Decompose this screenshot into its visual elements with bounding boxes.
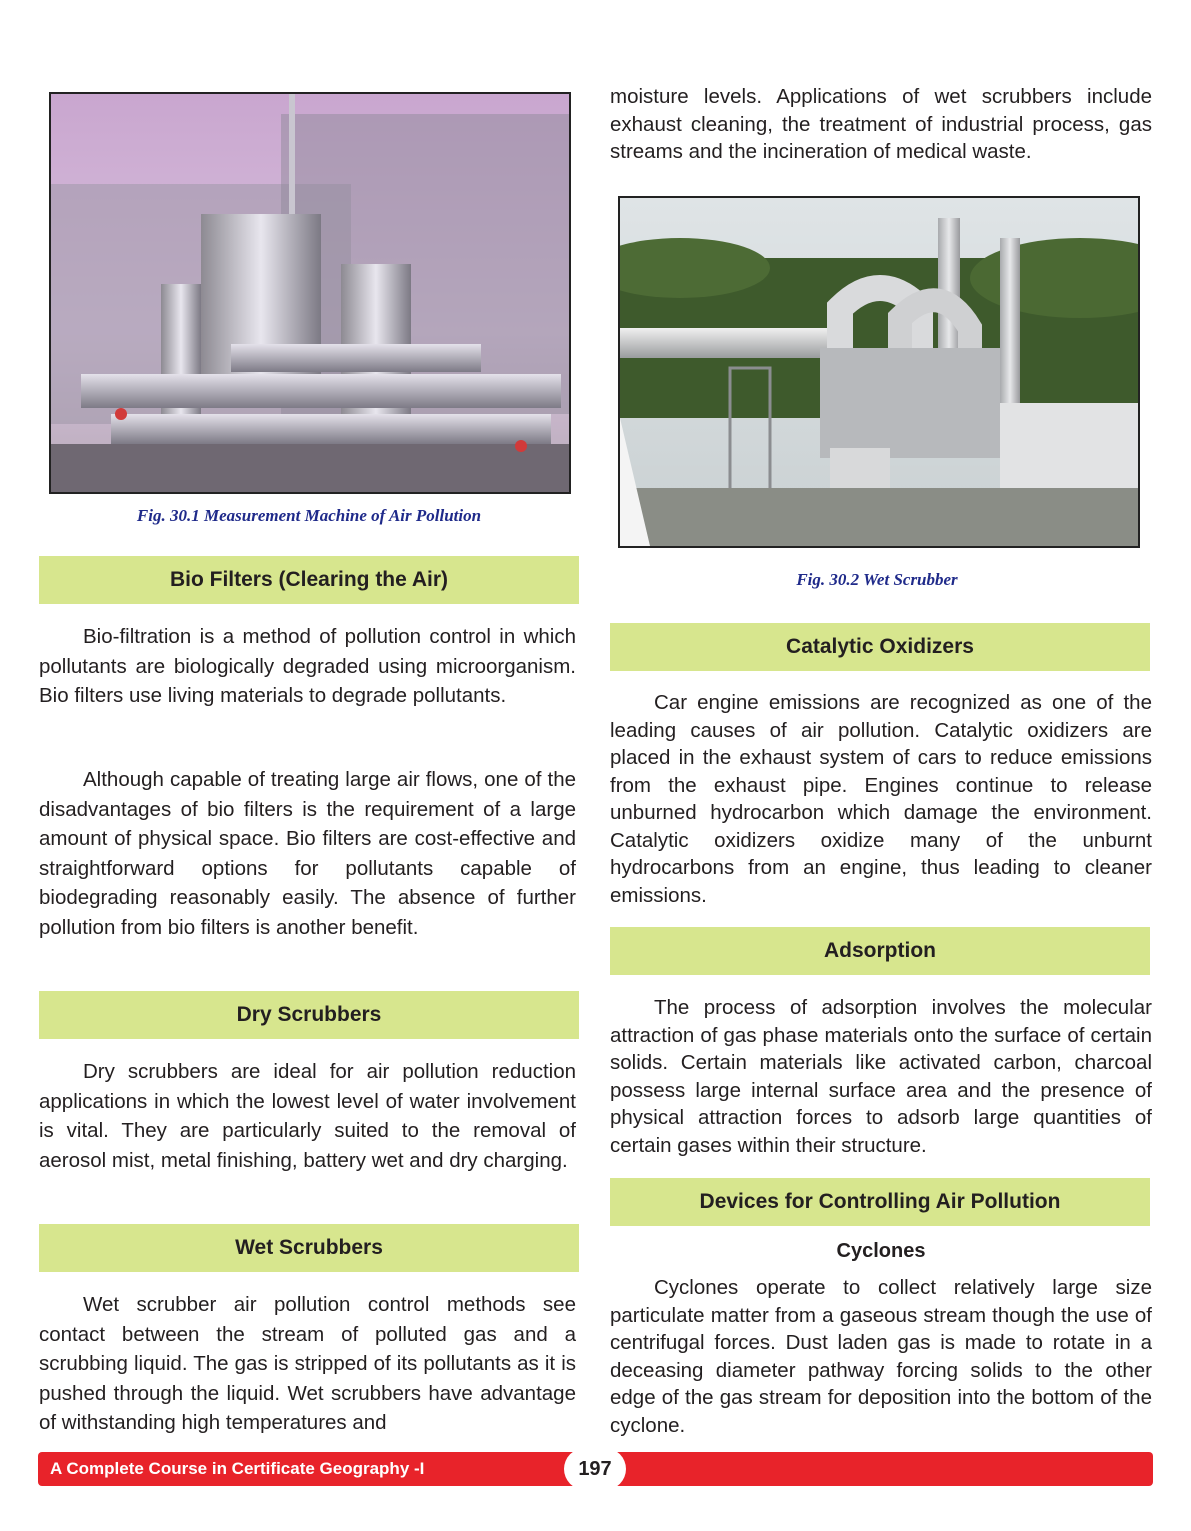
heading-bio-filters: Bio Filters (Clearing the Air)	[39, 556, 579, 604]
wet-scrubbers-paragraph: Wet scrubber air pollution control methods see contact between the stream of polluted gas and a scrubbing liquid. The gas is stripped of its pollutants as it is pushed through the liquid. Wet scrubbers have advantage of withstanding high temperatures and	[39, 1293, 576, 1434]
heading-catalytic-oxidizers: Catalytic Oxidizers	[610, 623, 1150, 671]
heading-dry-scrubbers: Dry Scrubbers	[39, 991, 579, 1039]
heading-devices-controlling-air-pollution: Devices for Controlling Air Pollution	[610, 1178, 1150, 1226]
subheading-cyclones: Cyclones	[836, 1240, 926, 1262]
catalytic-oxidizers-paragraph: Car engine emissions are recognized as one of the leading causes of air pollution. Catalytic oxidizers are placed in the exhaust system of cars to reduce emissions from the exhaust pipe. Engines continue to release unburned hydrocarbon which damage the environment. Catalytic oxidizers oxidize many of the unburnt hydrocarbons from an engine, thus leading to cleaner emissions.	[610, 691, 1152, 907]
dry-scrubbers-paragraph: Dry scrubbers are ideal for air pollution reduction applications in which the lowest level of water involvement is vital. They are particularly suited to the removal of aerosol mist, metal finishing, battery wet and dry charging.	[39, 1060, 576, 1172]
wet-scrubber-illustration	[620, 198, 1138, 546]
adsorption-paragraph: The process of adsorption involves the molecular attraction of gas phase materials onto the surface of certain solids. Certain materials like activated carbon, charcoal possess large internal surface area and the presence of physical attraction forces to adsorb large quantities of certain gases within their structure.	[610, 996, 1152, 1157]
industrial-plant-illustration	[51, 94, 569, 492]
footer-book-title: A Complete Course in Certificate Geography -I	[50, 1459, 425, 1478]
figure-air-pollution-machine	[49, 92, 571, 494]
bio-filters-paragraph-2: Although capable of treating large air flows, one of the disadvantages of bio filters is the requirement of a large amount of physical space. Bio filters are cost-effective and straightforward options for pollutants capable of biodegrading reasonably easily. The absence of further pollution from bio filters is another benefit.	[39, 768, 576, 939]
figure-wet-scrubber	[618, 196, 1140, 548]
footer-bar	[38, 1452, 1153, 1486]
figure-1-caption: Fig. 30.1 Measurement Machine of Air Pollution	[136, 506, 482, 525]
figure-2-caption: Fig. 30.2 Wet Scrubber	[796, 570, 958, 589]
heading-wet-scrubbers: Wet Scrubbers	[39, 1224, 579, 1272]
wet-scrubbers-paragraph-continued: moisture levels. Applications of wet scrubbers include exhaust cleaning, the treatment of industrial process, gas streams and the incineration of medical waste.	[610, 85, 1152, 163]
bio-filters-paragraph-1: Bio-filtration is a method of pollution control in which pollutants are biologically degraded using microorganism. Bio filters use living materials to degrade pollutants.	[39, 625, 576, 707]
page-number: 197	[564, 1448, 626, 1490]
heading-adsorption: Adsorption	[610, 927, 1150, 975]
cyclones-paragraph: Cyclones operate to collect relatively large size particulate matter from a gaseous stream though the use of centrifugal forces. Dust laden gas is made to rotate in a deceasing diameter pathway forcing solids to the other edge of the gas stream for deposition into the bottom of the cyclone.	[610, 1276, 1152, 1437]
